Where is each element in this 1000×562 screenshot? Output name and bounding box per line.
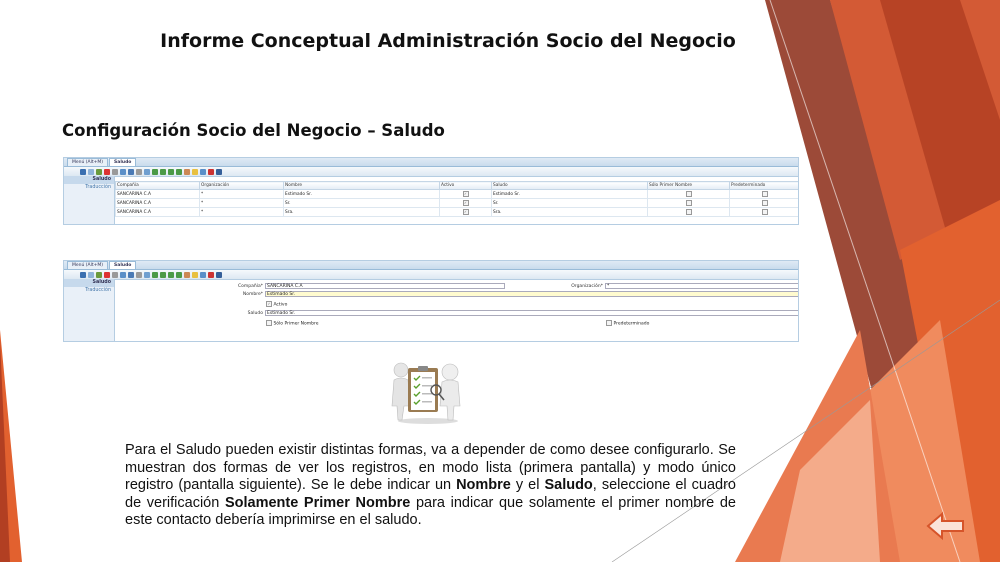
back-arrow-icon[interactable] [926, 511, 966, 541]
refresh-icon[interactable] [120, 272, 126, 278]
info-icon[interactable] [80, 272, 86, 278]
org-select[interactable]: * [605, 283, 799, 289]
info-icon[interactable] [80, 169, 86, 175]
lock-icon[interactable] [192, 169, 198, 175]
zoom-icon[interactable] [200, 169, 206, 175]
nav-prev-icon[interactable] [160, 169, 166, 175]
sidebar-item-traduccion[interactable]: Traducción [85, 185, 111, 190]
sidebar-item-traduccion[interactable]: Traducción [85, 288, 111, 293]
lock-icon[interactable] [192, 272, 198, 278]
cell-org: * [200, 199, 284, 208]
copy-icon[interactable] [96, 169, 102, 175]
search-icon[interactable] [128, 272, 134, 278]
table-row[interactable] [116, 208, 800, 217]
cell-greeting: Sra. [492, 208, 648, 217]
nav-last-icon[interactable] [176, 272, 182, 278]
org-label: Organización* [571, 284, 603, 289]
first-name-label: Sólo Primer Nombre [273, 321, 319, 327]
clipboard-figure-illustration [388, 360, 466, 424]
record-form [115, 279, 798, 341]
save-icon[interactable] [112, 169, 118, 175]
history-icon[interactable] [144, 272, 150, 278]
default-checkbox[interactable] [762, 209, 768, 215]
cell-name: Sra. [284, 208, 440, 217]
cell-greeting: Estimado Sr. [492, 190, 648, 199]
cell-name: Sr. [284, 199, 440, 208]
text-run: Para el Saludo pueden existir distintas formas, va a depender de como desee configurarlo. Se muestran dos formas de ver los registros, en modo lista (primera pantalla) y modo único registro (pantalla siguiente). Se le debe indicar un [125, 442, 736, 494]
search-icon[interactable] [128, 169, 134, 175]
tab-menu[interactable]: Menú (Alt+M) [67, 261, 108, 269]
report-icon[interactable] [184, 272, 190, 278]
attachment-icon[interactable] [136, 272, 142, 278]
new-record-icon[interactable] [88, 272, 94, 278]
greeting-label: Saludo [247, 311, 263, 316]
bold-run: Solamente Primer Nombre [224, 494, 411, 511]
attachment-icon[interactable] [136, 169, 142, 175]
history-icon[interactable] [144, 169, 150, 175]
workflow-icon[interactable] [208, 272, 214, 278]
active-checkbox[interactable]: ✓ [464, 191, 467, 196]
text-run: y el [510, 477, 545, 494]
tab-saludo[interactable]: Saludo [109, 158, 136, 166]
column-header[interactable]: Predeterminado [730, 182, 800, 190]
description-paragraph [125, 442, 736, 530]
zoom-icon[interactable] [200, 272, 206, 278]
active-checkbox[interactable]: ✓ [464, 200, 467, 205]
table-row[interactable] [116, 190, 800, 199]
report-icon[interactable] [184, 169, 190, 175]
name-field[interactable]: Estimado Sr. [265, 291, 799, 297]
default-checkbox[interactable] [762, 191, 768, 197]
first-name-checkbox[interactable] [686, 209, 692, 215]
window-tabs [64, 261, 798, 270]
bold-run: Saludo [544, 477, 593, 494]
bold-run: Nombre [456, 477, 511, 494]
first-name-row [266, 320, 319, 327]
column-header[interactable]: Activo [440, 182, 492, 190]
first-name-checkbox[interactable] [686, 191, 692, 197]
workflow-icon[interactable] [208, 169, 214, 175]
company-select[interactable]: SANCARINA C.A [265, 283, 505, 289]
delete-icon[interactable] [104, 272, 110, 278]
form-mode-screenshot [63, 260, 799, 342]
active-label: Activo [273, 302, 288, 308]
first-name-checkbox[interactable] [686, 200, 692, 206]
slide-title: Informe Conceptual Administración Socio del Negocio [160, 30, 736, 52]
records-grid [115, 181, 799, 217]
table-row[interactable] [116, 199, 800, 208]
cell-company: SANCARINA C.A [116, 199, 200, 208]
text-run: , seleccione el cuadro de verificación [125, 477, 736, 511]
default-label: Predeterminado [613, 321, 650, 327]
nav-first-icon[interactable] [152, 169, 158, 175]
cell-greeting: Sr. [492, 199, 648, 208]
active-checkbox[interactable]: ✓ [464, 209, 467, 214]
sidebar-item-saludo[interactable]: Saludo [64, 279, 114, 287]
save-icon[interactable] [112, 272, 118, 278]
text-run: para indicar que solamente el primer nombre de este contacto debería imprimirse en el saludo. [125, 494, 736, 529]
exit-icon[interactable] [216, 272, 222, 278]
nav-next-icon[interactable] [168, 169, 174, 175]
refresh-icon[interactable] [120, 169, 126, 175]
nav-first-icon[interactable] [152, 272, 158, 278]
nav-next-icon[interactable] [168, 272, 174, 278]
column-header[interactable]: Organización [200, 182, 284, 190]
column-header[interactable]: Nombre [284, 182, 440, 190]
copy-icon[interactable] [96, 272, 102, 278]
list-mode-screenshot [63, 157, 799, 225]
active-row [266, 301, 287, 308]
default-checkbox[interactable] [606, 320, 612, 326]
nav-prev-icon[interactable] [160, 272, 166, 278]
grid-header [116, 182, 800, 190]
cell-company: SANCARINA C.A [116, 190, 200, 199]
tab-menu[interactable]: Menú (Alt+M) [67, 158, 108, 166]
tab-saludo[interactable]: Saludo [109, 261, 136, 269]
greeting-field[interactable]: Estimado Sr. [265, 310, 799, 316]
new-record-icon[interactable] [88, 169, 94, 175]
tab-sidebar [64, 279, 115, 341]
cell-name: Estimado Sr. [284, 190, 440, 199]
cell-org: * [200, 208, 284, 217]
company-label: Compañía* [237, 284, 263, 289]
cell-org: * [200, 190, 284, 199]
exit-icon[interactable] [216, 169, 222, 175]
tab-sidebar [64, 176, 115, 224]
slide-subtitle: Configuración Socio del Negocio – Saludo [62, 121, 445, 140]
column-header[interactable]: Compañía [116, 182, 200, 190]
default-checkbox[interactable] [762, 200, 768, 206]
cell-company: SANCARINA C.A [116, 208, 200, 217]
default-row [606, 320, 649, 327]
column-header[interactable]: Saludo [492, 182, 648, 190]
window-tabs [64, 158, 798, 167]
delete-icon[interactable] [104, 169, 110, 175]
column-header[interactable]: Sólo Primer Nombre [648, 182, 730, 190]
first-name-checkbox[interactable] [266, 320, 272, 326]
nav-last-icon[interactable] [176, 169, 182, 175]
sidebar-item-saludo[interactable]: Saludo [64, 176, 114, 184]
active-checkbox[interactable]: ✓ [267, 302, 271, 306]
name-label: Nombre* [242, 292, 263, 297]
toolbar [64, 167, 798, 177]
